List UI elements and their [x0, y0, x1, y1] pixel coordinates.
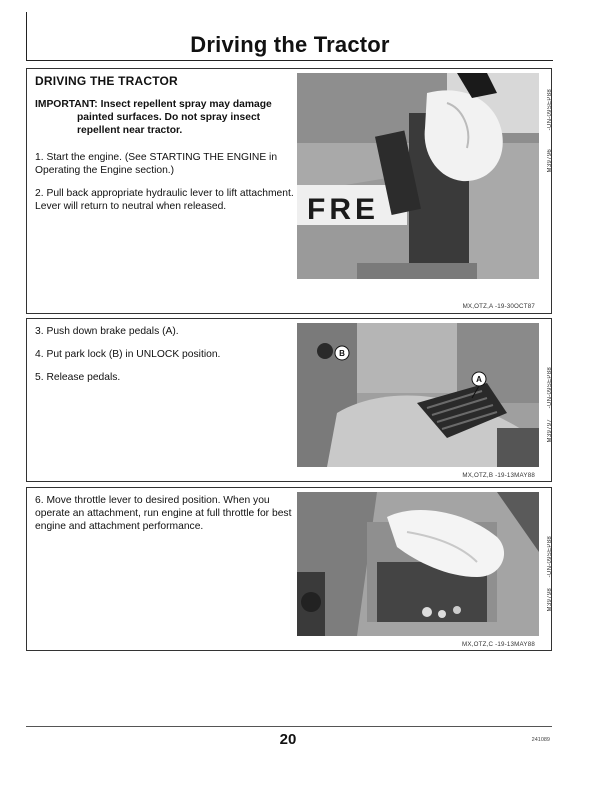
photo-caption: MX,OTZ,C -19-13MAY88 [462, 641, 535, 648]
callout-a-label: A [476, 375, 482, 384]
hydraulic-lever-photo [297, 73, 539, 279]
photo-code-1: M39798 [547, 588, 553, 612]
important-text-line-3: repellent near tractor. [77, 125, 183, 136]
photo-code-1: M39796 [547, 149, 553, 173]
section-text [35, 75, 305, 223]
section-driving-the-tractor [26, 68, 552, 314]
step-1: 1. Start the engine. (See STARTING THE ENGINE in Operating the Engine section.) [35, 152, 278, 176]
section-brake-pedals [26, 318, 552, 482]
photo-caption: MX,OTZ,A -19-30OCT87 [462, 303, 535, 310]
photo-decal-text: FRE [307, 193, 379, 226]
brake-pedals-photo [297, 323, 539, 467]
throttle-lever-photo [297, 492, 539, 636]
step-5: 5. Release pedals. [35, 372, 121, 383]
step-3: 3. Push down brake pedals (A). [35, 326, 179, 337]
section-text [35, 494, 305, 543]
section-text [35, 325, 305, 394]
photo-code-2: -UN-09SEP88 [547, 536, 553, 578]
important-text-line-1: Insect repellent spray may damage [100, 99, 272, 110]
step-4: 4. Put park lock (B) in UNLOCK position. [35, 349, 221, 360]
section-throttle [26, 487, 552, 651]
important-text-line-2: painted surfaces. Do not spray insect [77, 112, 261, 123]
photo-code-1: M39797 [547, 419, 553, 443]
footer-rule [26, 726, 552, 727]
page-title: Driving the Tractor [190, 32, 390, 57]
photo-caption: MX,OTZ,B -19-13MAY88 [462, 472, 535, 479]
photo-code-2: -UN-09SEP88 [547, 89, 553, 131]
step-2: 2. Pull back appropriate hydraulic lever to lift attachment. Lever will return to neutral when released. [35, 188, 294, 212]
step-6: 6. Move throttle lever to desired position. When you operate an attachment, run engine at full throttle for best engine and attachment performance. [35, 495, 292, 532]
callout-b-label: B [339, 349, 345, 358]
photo-code-2: -UN-09SEP88 [547, 367, 553, 409]
page-header [26, 12, 553, 61]
page-number: 20 [279, 731, 297, 748]
footer-code: 241089 [531, 737, 550, 743]
important-label: IMPORTANT: [35, 99, 98, 110]
section-heading: DRIVING THE TRACTOR [35, 74, 178, 88]
important-note [35, 98, 305, 137]
